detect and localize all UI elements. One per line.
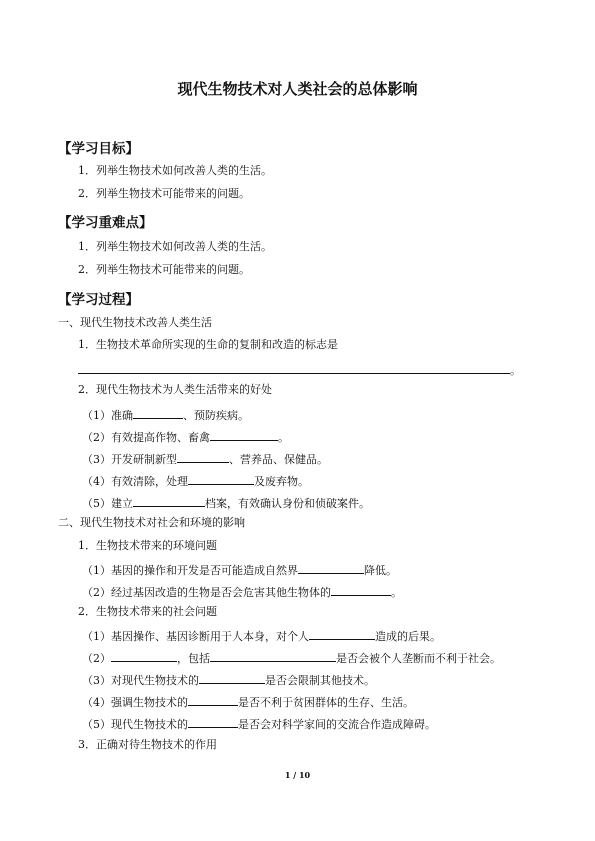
environment-issue-2: （2）经过基因改造的生物是否会危害其他生物体的 。 [82,583,402,600]
answer-blank[interactable] [199,671,265,684]
answer-blank[interactable] [331,583,391,596]
social-issue-2: （2） ，包括 是否会被个人垄断而不利于社会。 [82,649,501,666]
answer-blank[interactable] [188,472,254,485]
social-issue-3: （3）对现代生物技术的 是否会限制其他技术。 [82,671,375,688]
goal-item-1: 1．列举生物技术如何改善人类的生活。 [78,164,272,177]
part1-heading: 一、现代生物技术改善人类生活 [58,316,212,329]
part1-question-1-answer: 。 [78,361,521,378]
key-point-item-1: 1．列举生物技术如何改善人类的生活。 [78,240,272,253]
benefit-item-4: （4）有效清除，处理 及废弃物。 [82,472,309,489]
benefit-item-2: （2）有效提高作物、畜禽 。 [82,428,289,445]
environment-issues-heading: 1．生物技术带来的环境问题 [78,539,217,552]
answer-blank[interactable] [210,649,336,662]
answer-blank[interactable] [78,361,510,374]
environment-issue-1: （1）基因的操作和开发是否可能造成自然界 降低。 [82,561,397,578]
answer-blank[interactable] [188,715,238,728]
answer-blank[interactable] [133,494,205,507]
answer-blank[interactable] [133,406,183,419]
part1-question-2: 2．现代生物技术为人类生活带来的好处 [78,383,272,396]
page-number: 1 / 10 [284,770,311,780]
heading-learning-process: 【学习过程】 [58,292,139,308]
part1-question-1: 1．生物技术革命所实现的生命的复制和改造的标志是 [78,338,338,351]
heading-key-points: 【学习重难点】 [58,215,153,231]
benefit-item-5: （5）建立 档案，有效确认身份和侦破案件。 [82,494,370,511]
page-title: 现代生物技术对人类社会的总体影响 [177,80,418,98]
goal-item-2: 2．列举生物技术可能带来的问题。 [78,187,250,200]
answer-blank[interactable] [210,428,278,441]
answer-blank[interactable] [298,561,364,574]
part2-heading: 二、现代生物技术对社会和环境的影响 [58,516,245,529]
social-issue-4: （4）强调生物技术的 是否不利于贫困群体的生存、生活。 [82,693,414,710]
answer-blank[interactable] [177,450,229,463]
key-point-item-2: 2．列举生物技术可能带来的问题。 [78,263,250,276]
heading-learning-goals: 【学习目标】 [58,141,139,157]
social-issue-5: （5）现代生物技术的 是否会对科学家间的交流合作造成障碍。 [82,715,436,732]
part2-question-3: 3．正确对待生物技术的作用 [78,738,217,751]
social-issue-1: （1）基因操作、基因诊断用于人本身，对个人 造成的后果。 [82,627,441,644]
answer-blank[interactable] [111,649,177,662]
benefit-item-3: （3）开发研制新型 、营养品、保健品。 [82,450,328,467]
benefit-item-1: （1）准确 、预防疾病。 [82,406,249,423]
social-issues-heading: 2．生物技术带来的社会问题 [78,605,217,618]
answer-blank[interactable] [309,627,375,640]
answer-blank[interactable] [188,693,238,706]
